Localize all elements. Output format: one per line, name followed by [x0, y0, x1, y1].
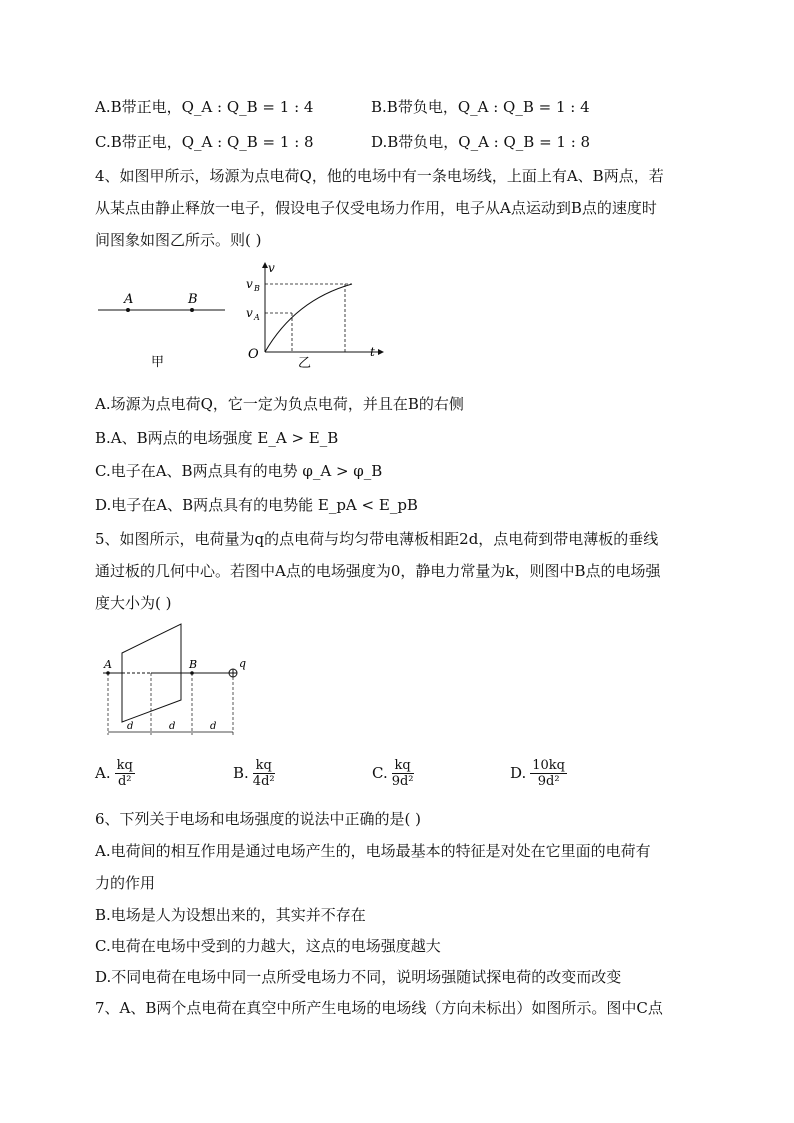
q5-stem-line1: 5、如图所示，电荷量为q的点电荷与均匀带电薄板相距2d，点电荷到带电薄板的垂线	[95, 530, 659, 548]
q4-stem-line2: 从某点由静止释放一电子，假设电子仅受电场力作用，电子从A点运动到B点的速度时	[95, 199, 657, 217]
q6-option-b: B.电场是人为设想出来的，其实并不存在	[95, 906, 366, 924]
svg-text:d: d	[210, 721, 217, 732]
svg-text:B: B	[254, 284, 260, 293]
q5-stem-line3: 度大小为( )	[95, 594, 172, 612]
q6-option-d: D.不同电荷在电场中同一点所受电场力不同，说明场强随试探电荷的改变而改变	[95, 968, 622, 986]
q4-jia-label-a: A	[124, 292, 134, 307]
svg-text:O: O	[248, 347, 259, 362]
q3-option-d: D.B带负电，Q_A : Q_B = 1 : 8	[371, 133, 591, 151]
svg-text:A: A	[104, 658, 112, 671]
svg-text:v: v	[246, 277, 253, 291]
q4-jia-caption: 甲	[151, 355, 165, 370]
q4-option-a: A.场源为点电荷Q，它一定为负点电荷，并且在B的右侧	[95, 395, 464, 413]
q4-figure-yi	[240, 258, 390, 373]
q5-figure	[98, 620, 258, 740]
q6-stem: 6、下列关于电场和电场强度的说法中正确的是( )	[95, 810, 422, 828]
q7-stem: 7、A、B两个点电荷在真空中所产生电场的电场线（方向未标出）如图所示。图中C点	[95, 999, 663, 1017]
q4-figure-jia	[95, 288, 230, 378]
q5-option-d: D. $\frac{10kq}{\text{9d²}}$	[510, 758, 566, 789]
svg-text:q: q	[239, 657, 247, 670]
q6-option-c: C.电荷在电场中受到的力越大，这点的电场强度越大	[95, 937, 441, 955]
q6-option-a-line2: 力的作用	[95, 874, 156, 892]
svg-text:t: t	[370, 345, 375, 359]
q4-stem-line3: 间图象如图乙所示。则( )	[95, 231, 262, 249]
svg-text:B: B	[189, 658, 198, 671]
svg-text:v: v	[246, 306, 253, 320]
q5-option-a: A. $\frac{kq}{\text{d²}}$	[95, 758, 133, 789]
svg-text:A: A	[254, 313, 260, 322]
q4-stem-line1: 4、如图甲所示，场源为点电荷Q，他的电场中有一条电场线，上面上有A、B两点，若	[95, 167, 664, 185]
q5-stem-line2: 通过板的几何中心。若图中A点的电场强度为0，静电力常量为k，则图中B点的电场强	[95, 562, 661, 580]
q3-option-c: C.B带正电，Q_A : Q_B = 1 : 8	[95, 133, 314, 151]
svg-text:d: d	[169, 721, 176, 732]
q3-option-a: A.B带正电，Q_A : Q_B = 1 : 4	[95, 98, 314, 116]
q3-option-b: B.B带负电，Q_A : Q_B = 1 : 4	[371, 98, 590, 116]
q4-option-d: D.电子在A、B两点具有的电势能 E_pA < E_pB	[95, 496, 418, 514]
svg-text:d: d	[127, 721, 134, 732]
q4-jia-label-b: B	[188, 292, 198, 307]
svg-text:v: v	[268, 261, 275, 275]
q5-option-b: B. $\frac{kq}{\text{4d²}}$	[233, 758, 275, 789]
svg-text:乙: 乙	[298, 356, 312, 371]
q4-option-c: C.电子在A、B两点具有的电势 φ_A > φ_B	[95, 462, 383, 480]
q6-option-a-line1: A.电荷间的相互作用是通过电场产生的，电场最基本的特征是对处在它里面的电荷有	[95, 842, 651, 860]
q5-option-c: C. $\frac{kq}{\text{9d²}}$	[372, 758, 414, 789]
q4-option-b: B.A、B两点的电场强度 E_A > E_B	[95, 429, 339, 447]
